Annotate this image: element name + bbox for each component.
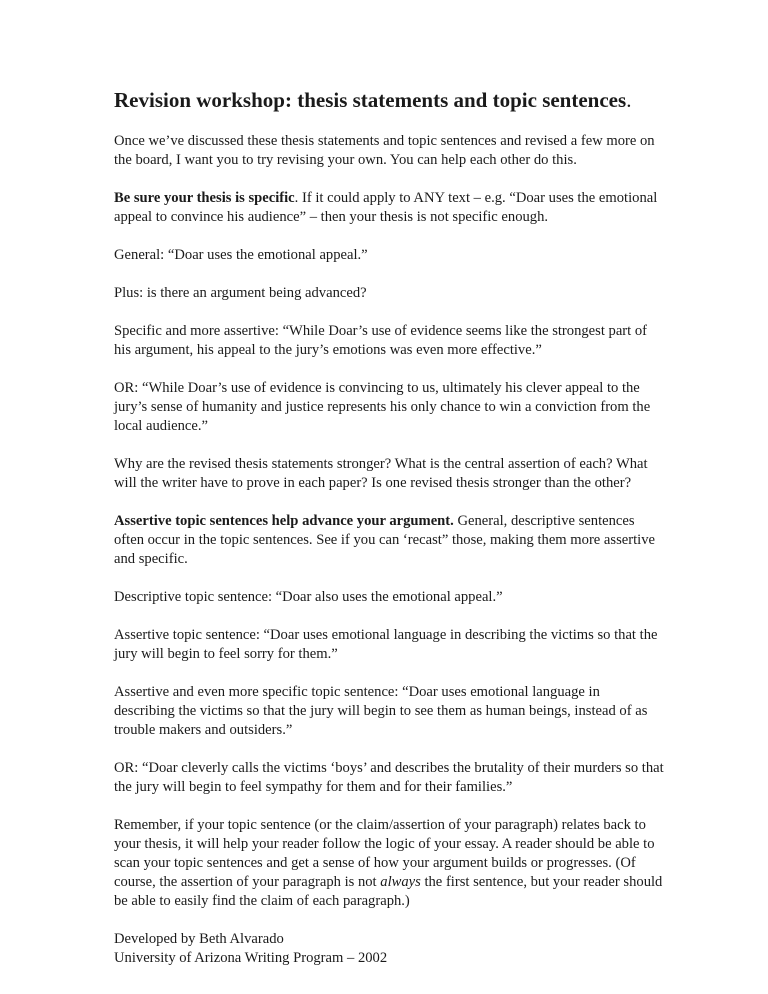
remember-text-before: Remember, if your topic sentence (or the claim/assertion of your paragraph) relates back to your thesis, it will help your reader follow the logic of your essay. A reader should be able to scan your topic sentences and get a sense of how your argument builds or progresses. (Of course, the assertion of your paragraph is not <box>114 817 655 891</box>
footer-author: Developed by Beth Alvarado <box>114 931 284 948</box>
title-text: Revision workshop: thesis statements and topic sentences <box>114 88 627 112</box>
footer-affiliation: University of Arizona Writing Program – 2002 <box>114 950 388 967</box>
plus-question: Plus: is there an argument being advanced? <box>114 285 367 302</box>
specific-thesis-text: . If it could apply to ANY text – e.g. “Doar uses the emotional appeal to convince his audience” – then your thesis is not specific enough. <box>114 190 658 226</box>
page-title <box>114 88 664 113</box>
assertive-topic-paragraph <box>114 512 664 569</box>
assertive-topic-text: General, descriptive sentences often occur in the topic sentences. See if you can ‘recast” those, making them more assertive and specific. <box>114 513 655 568</box>
title-period: . <box>626 88 632 112</box>
intro-paragraph: Once we’ve discussed these thesis statements and topic sentences and revised a few more on the board, I want you to try revising your own. You can help each other do this. <box>114 133 655 169</box>
remember-text-after: the first sentence, but your reader should be able to easily find the claim of each paragraph.) <box>114 874 663 910</box>
general-example: General: “Doar uses the emotional appeal.” <box>114 247 368 264</box>
specific-thesis-paragraph <box>114 189 664 227</box>
why-questions: Why are the revised thesis statements stronger? What is the central assertion of each? What will the writer have to prove in each paper? Is one revised thesis stronger than the other? <box>114 456 648 492</box>
assertive-topic-example: Assertive topic sentence: “Doar uses emotional language in describing the victims so that the jury will begin to feel sorry for them.” <box>114 627 658 663</box>
assertive-specific-example: Assertive and even more specific topic sentence: “Doar uses emotional language in describing the victims so that the jury will begin to see them as human beings, instead of as trouble makers and outsiders.” <box>114 684 648 739</box>
assertive-topic-heading: Assertive topic sentences help advance your argument. <box>114 513 454 530</box>
remember-paragraph <box>114 816 664 911</box>
or-example-1: OR: “While Doar’s use of evidence is convincing to us, ultimately his clever appeal to the jury’s sense of humanity and justice represents his only chance to win a conviction from the local audience.” <box>114 380 651 435</box>
specific-thesis-heading: Be sure your thesis is specific <box>114 190 295 207</box>
descriptive-example: Descriptive topic sentence: “Doar also uses the emotional appeal.” <box>114 589 503 606</box>
footer-credits <box>114 930 664 968</box>
remember-emphasis: always <box>380 874 421 891</box>
specific-assertive-example: Specific and more assertive: “While Doar’s use of evidence seems like the strongest part of his argument, his appeal to the jury’s emotions was even more effective.” <box>114 323 648 359</box>
or-example-2: OR: “Doar cleverly calls the victims ‘boys’ and describes the brutality of their murders so that the jury will begin to feel sympathy for them and for their families.” <box>114 760 664 796</box>
